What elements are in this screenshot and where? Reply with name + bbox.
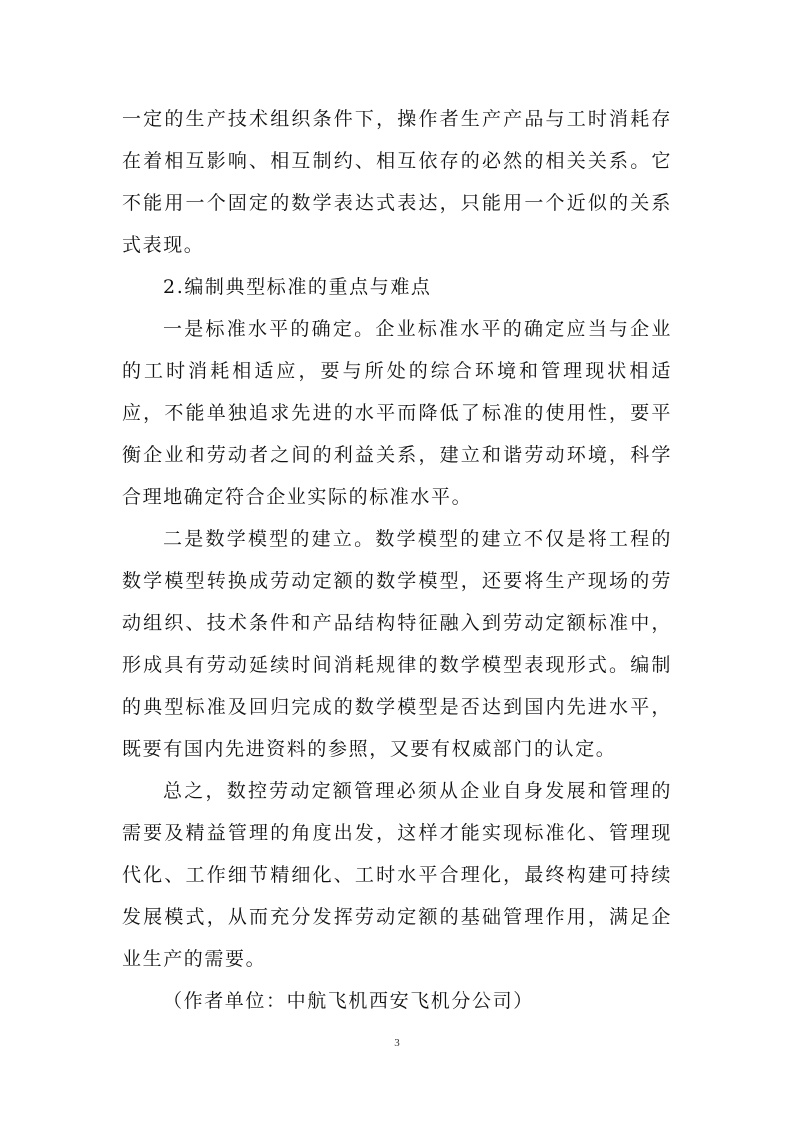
- author-affiliation-block: [122, 980, 672, 1022]
- paragraph-standard-level: 一是标准水平的确定。企业标准水平的确定应当与企业的工时消耗相适应，要与所处的综合环境和管理现状相适应，不能单独追求先进的水平而降低了标准的使用性，要平衡企业和劳动者之间的利益关系，建立和谐劳动环境，科学合理地确定符合企业实际的标准水平。: [122, 318, 672, 508]
- author-affiliation: （作者单位：中航飞机西安飞机分公司）: [163, 990, 534, 1012]
- body-text-block: [122, 518, 672, 770]
- section-heading-block: [122, 266, 672, 308]
- body-text-block: [122, 308, 672, 518]
- page-number: 3: [394, 1037, 400, 1049]
- paragraph-math-model: 二是数学模型的建立。数学模型的建立不仅是将工程的数学模型转换成劳动定额的数学模型，还要将生产现场的劳动组织、技术条件和产品结构特征融入到劳动定额标准中，形成具有劳动延续时间消耗规律的数学模型表现形式。编制的典型标准及回归完成的数学模型是否达到国内先进水平，既要有国内先进资料的参照，又要有权威部门的认定。: [122, 528, 672, 760]
- body-text-block: [122, 770, 672, 980]
- paragraph-continuation: 一定的生产技术组织条件下，操作者生产产品与工时消耗存在着相互影响、相互制约、相互依存的必然的相关关系。它不能用一个固定的数学表达式表达，只能用一个近似的关系式表现。: [122, 108, 672, 256]
- body-text-block: [122, 98, 672, 266]
- section-heading: 2.编制典型标准的重点与难点: [163, 276, 432, 298]
- paragraph-conclusion: 总之，数控劳动定额管理必须从企业自身发展和管理的需要及精益管理的角度出发，这样才能实现标准化、管理现代化、工作细节精细化、工时水平合理化，最终构建可持续发展模式，从而充分发挥劳动定额的基础管理作用，满足企业生产的需要。: [122, 780, 672, 970]
